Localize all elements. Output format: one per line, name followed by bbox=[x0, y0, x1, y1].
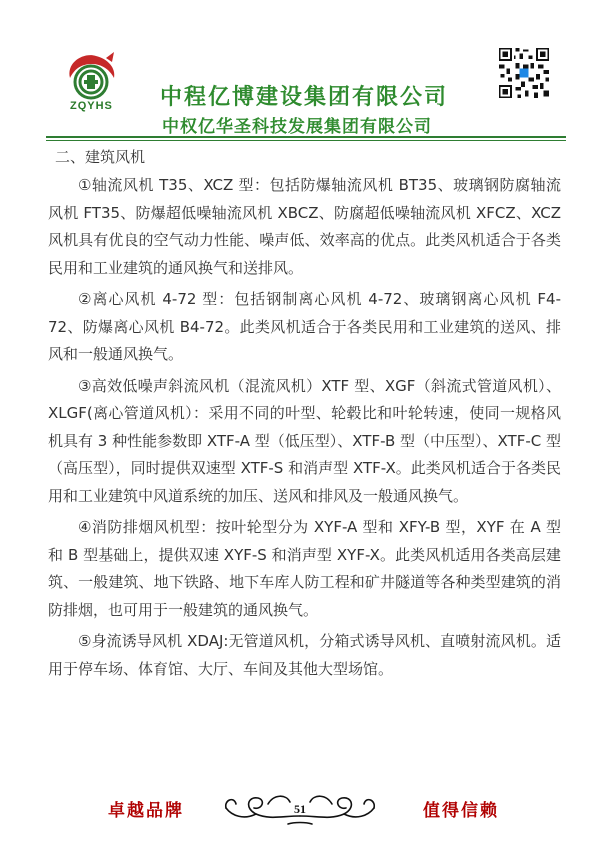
footer-slogan-right: 值得信赖 bbox=[423, 801, 499, 821]
logo-text: ZQYHS bbox=[70, 100, 113, 112]
footer-slogan-left: 卓越品牌 bbox=[108, 801, 184, 821]
qr-code-icon bbox=[497, 46, 551, 100]
header-divider-thick bbox=[46, 136, 566, 138]
company-name-main: 中程亿博建设集团有限公司 bbox=[160, 85, 449, 110]
company-name-sub: 中权亿华圣科技发展集团有限公司 bbox=[162, 117, 432, 137]
dragon-emblem-icon bbox=[62, 50, 120, 104]
paragraph-induction-fan: ⑤身流诱导风机 XDAJ:无管道风机，分箱式诱导风机、直喷射流风机。适用于停车场、体育馆、大厅、车间及其他大型场馆。 bbox=[48, 632, 561, 678]
header-divider-thin bbox=[46, 140, 566, 141]
paragraph-axial-fan: ①轴流风机 T35、XCZ 型：包括防爆轴流风机 BT35、玻璃钢防腐轴流风机 FT35、防爆超低噪轴流风机 XBCZ、防腐超低噪轴流风机 XFCZ、XCZ 风机具有优良的空气动力性能、噪声低、效率高的优点。此类风机适合于各类民用和工业建筑的通风换气和送排风。 bbox=[48, 176, 561, 277]
paragraph-mixed-flow-fan: ③高效低噪声斜流风机（混流风机）XTF 型、XGF（斜流式管道风机）、XLGF(离心管道风机）：采用不同的叶型、轮毂比和叶轮转速，使同一规格风机具有 3 种性能参数即 XTF-A 型（低压型）、XTF-B 型（中压型）、XTF-C 型（高压型），同时提供双速型 XTF-S 和消声型 XTF-X。此类风机适合于各类民用和工业建筑中风道系统的加压、送风和排风及一般通风换气。 bbox=[48, 376, 561, 505]
document-body bbox=[48, 172, 561, 687]
section-title: 二、建筑风机 bbox=[55, 148, 146, 166]
page-number: 51 bbox=[294, 802, 306, 816]
paragraph-centrifugal-fan: ②离心风机 4-72 型：包括钢制离心风机 4-72、玻璃钢离心风机 F4-72、防爆离心风机 B4-72。此类风机适合于各类民用和工业建筑的送风、排风和一般通风换气。 bbox=[48, 290, 561, 363]
paragraph-smoke-exhaust-fan: ④消防排烟风机型：按叶轮型分为 XYF-A 型和 XFY-B 型，XYF 在 A 型和 B 型基础上，提供双速 XYF-S 和消声型 XYF-X。此类风机适用各类高层建筑、一般建筑、地下铁路、地下车库人防工程和矿井隧道等各种类型建筑的消防排烟，也可用于一般建筑的通风换气。 bbox=[48, 518, 561, 619]
